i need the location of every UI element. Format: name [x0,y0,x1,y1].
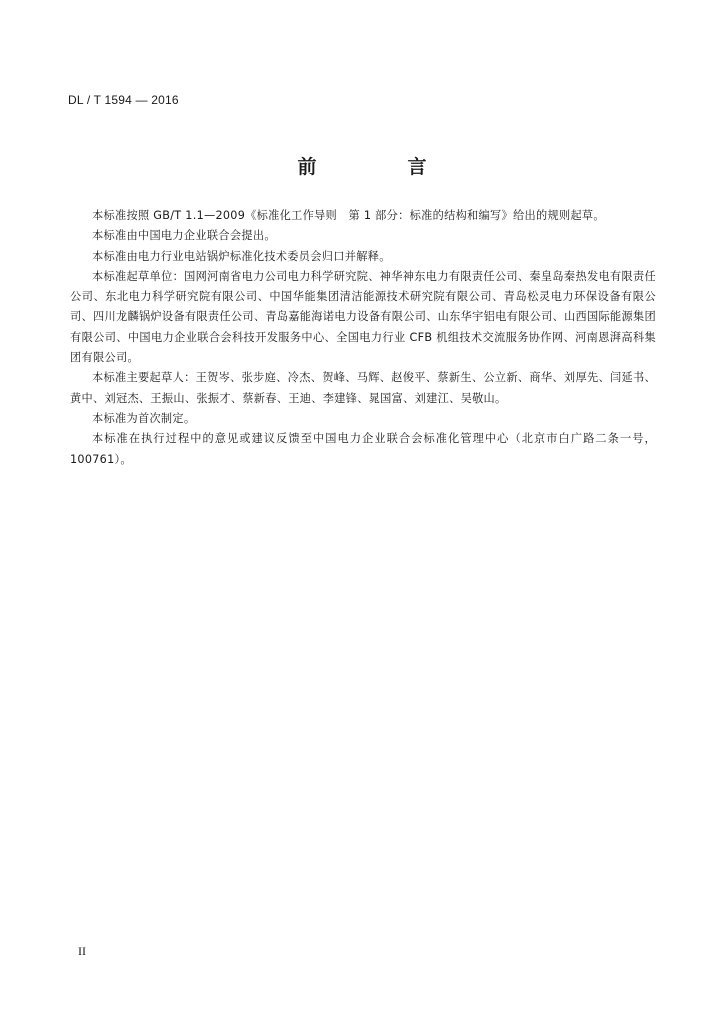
page-number: II [78,944,86,958]
paragraph-proposer: 本标准由中国电力企业联合会提出。 [92,229,276,243]
preface-body [70,206,656,470]
paragraph-administrator: 本标准由电力行业电站锅炉标准化技术委员会归口并解释。 [92,249,391,263]
page-title: 前 言 [297,156,463,178]
paragraph-feedback: 本标准在执行过程中的意见或建议反馈至中国电力企业联合会标准化管理中心（北京市白广路二条一号，100761）。 [70,432,656,466]
paragraph-drafting-rules: 本标准按照 GB/T 1.1—2009《标准化工作导则 第 1 部分：标准的结构和编写》给出的规则起草。 [92,209,605,222]
paragraph-drafters: 本标准主要起草人：王贺岑、张步庭、冷杰、贺峰、马辉、赵俊平、蔡新生、公立新、商华、刘厚先、闫延书、黄中、刘冠杰、王振山、张振才、蔡新春、王迪、李建锋、晁国富、刘建江、吴敬山。 [70,371,656,405]
paragraph-first-edition: 本标准为首次制定。 [92,411,196,425]
paragraph-drafting-units: 本标准起草单位：国网河南省电力公司电力科学研究院、神华神东电力有限责任公司、秦皇岛秦热发电有限责任公司、东北电力科学研究院有限公司、中国华能集团清洁能源技术研究院有限公司、青岛松灵电力环保设备有限公司、四川龙麟锅炉设备有限责任公司、青岛嘉能海诺电力设备有限公司、山东华宇铝电有限公司、山西国际能源集团有限公司、中国电力企业联合会科技开发服务中心、全国电力行业 CFB 机组技术交流服务协作网、河南恩湃高科集团有限公司。 [70,269,656,365]
standard-code: DL / T 1594 — 2016 [68,93,179,107]
